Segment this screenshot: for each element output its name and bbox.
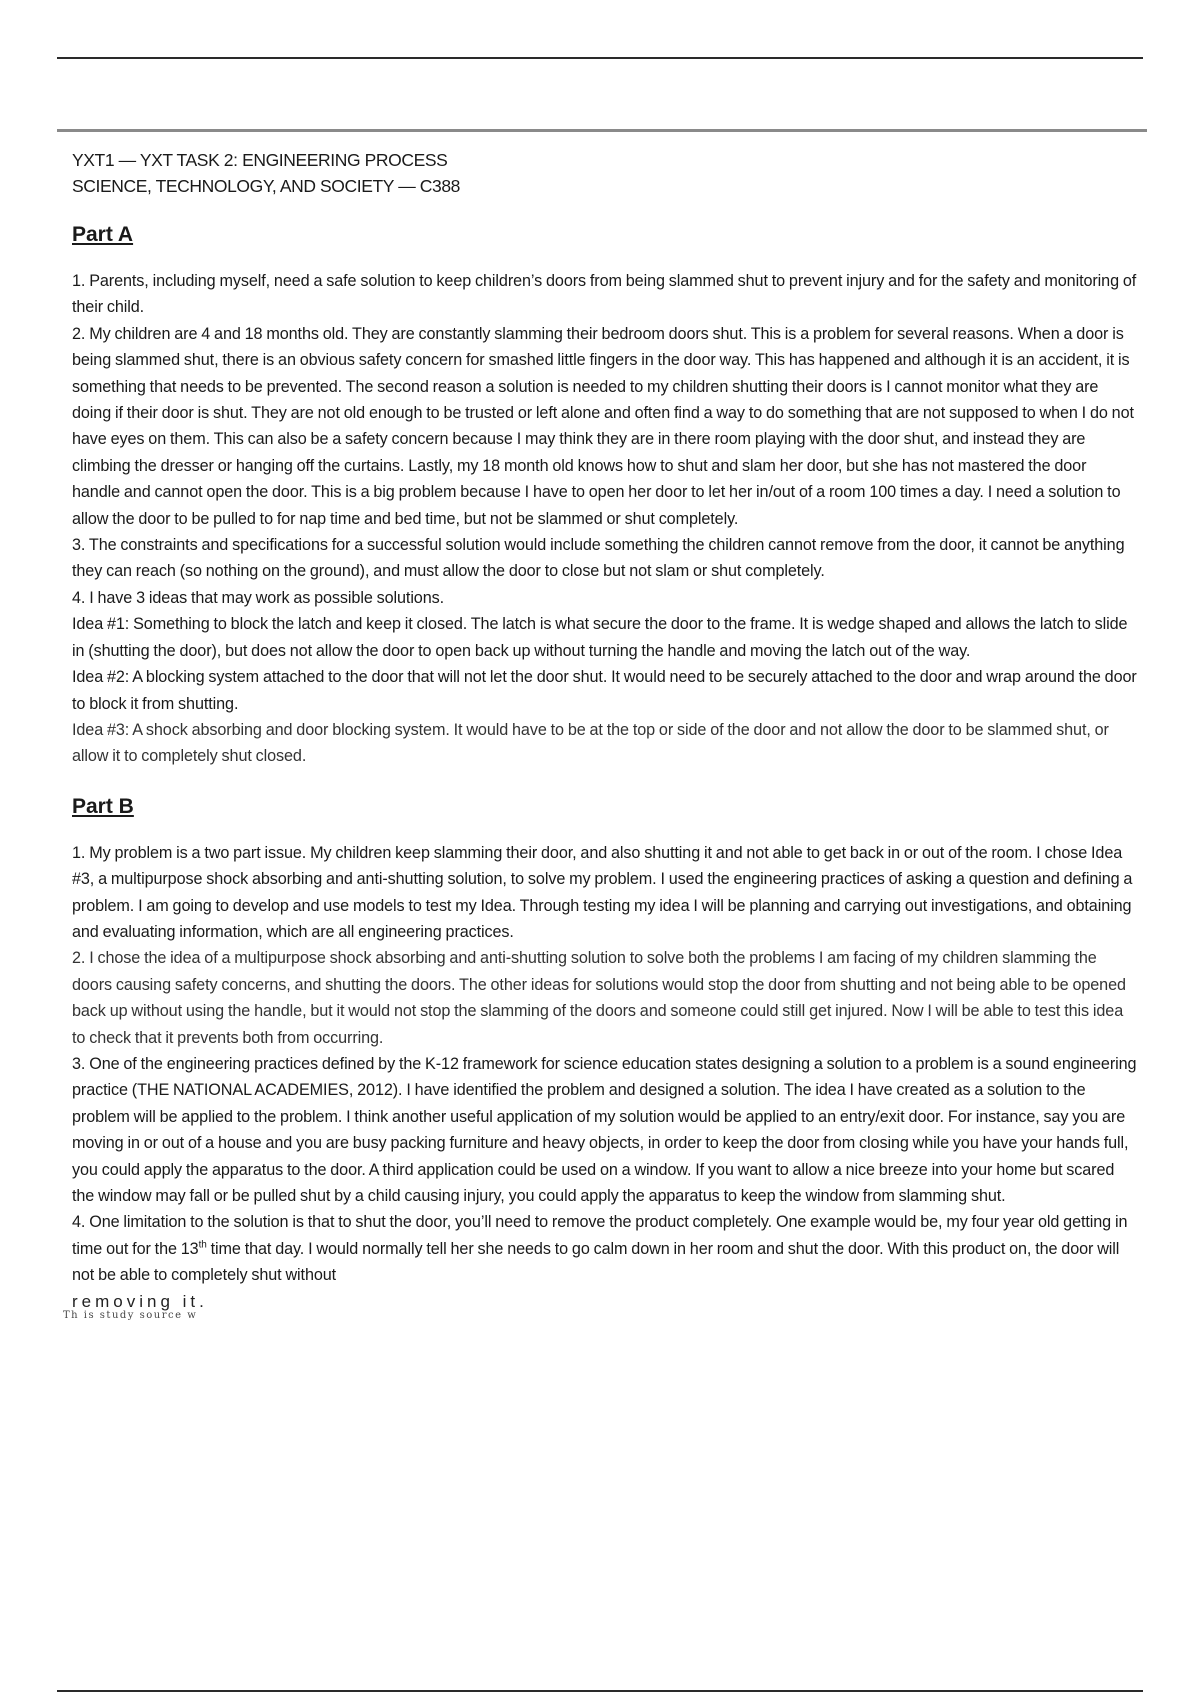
- course-header: [72, 147, 1138, 199]
- part-b-paragraph-2: 2. I chose the idea of a multipurpose shock absorbing and anti-shutting solution to solve both the problems I am facing of my children slamming the doors causing safety concerns, and shutting the doors. The other ideas for solutions would stop the door from shutting and not being able to be opened back up without using the handle, but it would not stop the slamming of the doors and someone could still get injured. Now I will be able to test this idea to check that it prevents both from occurring.: [72, 949, 1126, 1047]
- p4-text-before: 4. One limitation to the solution is that to shut the door, you’ll need to remove the product completely. One example would be, my four year old getting in time out for the 13: [72, 1213, 1128, 1258]
- final-line-text: removing it.: [72, 1291, 208, 1311]
- p4-superscript: th: [198, 1239, 207, 1251]
- final-line: [63, 1289, 1138, 1321]
- part-b-paragraph-4: [72, 1209, 1138, 1288]
- part-a-paragraph-4: 4. I have 3 ideas that may work as possible solutions.: [72, 588, 445, 607]
- idea-3-paragraph: Idea #3: A shock absorbing and door blocking system. It would have to be at the top or side of the door and not allow the door to be slammed shut, or allow it to completely shut closed.: [72, 720, 1109, 766]
- part-a-heading: Part A: [72, 223, 134, 246]
- part-b-heading: Part B: [72, 794, 134, 818]
- watermark-text: Th is study source w: [63, 1309, 198, 1321]
- course-title-line2: SCIENCE, TECHNOLOGY, AND SOCIETY — C388: [72, 176, 460, 196]
- idea-1-paragraph: Idea #1: Something to block the latch and keep it closed. The latch is what secure the door to the frame. It is wedge shaped and allows the latch to slide in (shutting the door), but does not allow the door to open back up without turning the handle and moving the latch out of the way.: [72, 615, 1128, 660]
- idea-2-paragraph: Idea #2: A blocking system attached to the door that will not let the door shut. It would need to be securely attached to the door and wrap around the door to block it from shutting.: [72, 668, 1137, 713]
- p4-text-after: time that day. I would normally tell her she needs to go calm down in her room and shut the door. With this product on, the door will not be able to completely shut without: [72, 1239, 1120, 1285]
- header-rule: [57, 129, 1147, 132]
- document-body: [63, 147, 1138, 1321]
- part-a-paragraph-2: 2. My children are 4 and 18 months old. They are constantly slamming their bedroom doors shut. This is a problem for several reasons. When a door is being slammed shut, there is an obvious safety concern for smashed little fingers in the door way. This has happened and although it is an accident, it is something that needs to be prevented. The second reason a solution is needed to my children shutting their doors is I cannot monitor what they are doing if their door is shut. They are not old enough to be trusted or left alone and often find a way to do something that are not supposed to when I do not have eyes on them. This can also be a safety concern because I may think they are in there room playing with the door shut, and instead they are climbing the dresser or hanging off the curtains. Lastly, my 18 month old knows how to shut and slam her door, but she has not mastered the door handle and cannot open the door. This is a big problem because I have to open her door to let her in/out of a room 100 times a day. I need a solution to allow the door to be pulled to for nap time and bed time, but not be slammed or shut completely.: [72, 324, 1134, 528]
- bottom-rule: [57, 1690, 1143, 1692]
- part-b-paragraph-3: 3. One of the engineering practices defined by the K-12 framework for science education states designing a solution to a problem is a sound engineering practice (THE NATIONAL ACADEMIES, 2012). I have identified the problem and designed a solution. The idea I have created as a solution to the problem will be applied to the problem. I think another useful application of my solution would be applied to an entry/exit door. For instance, say you are moving in or out of a house and you are busy packing furniture and heavy objects, in order to keep the door from closing while you have your hands full, you could apply the apparatus to the door. A third application could be used on a window. If you want to allow a nice breeze into your home but scared the window may fall or be pulled shut by a child causing injury, you could apply the apparatus to keep the window from slamming shut.: [72, 1054, 1137, 1205]
- part-a-section: [72, 268, 1138, 770]
- part-a-paragraph-3: 3. The constraints and specifications for a successful solution would include something the children cannot remove from the door, it cannot be anything they can reach (so nothing on the ground), and must allow the door to close but not slam or shut completely.: [72, 536, 1125, 581]
- part-a-paragraph-1: 1. Parents, including myself, need a safe solution to keep children’s doors from being slammed shut to prevent injury and for the safety and monitoring of their child.: [72, 272, 1137, 317]
- course-title-line1: YXT1 — YXT TASK 2: ENGINEERING PROCESS: [72, 150, 448, 170]
- top-rule: [57, 57, 1143, 59]
- part-b-section: [63, 840, 1138, 1321]
- part-b-paragraph-1: 1. My problem is a two part issue. My children keep slamming their door, and also shutting it and not able to get back in or out of the room. I chose Idea #3, a multipurpose shock absorbing and anti-shutting solution, to solve my problem. I used the engineering practices of asking a question and defining a problem. I am going to develop and use models to test my Idea. Through testing my idea I will be planning and carrying out investigations, and obtaining and evaluating information, which are all engineering practices.: [72, 843, 1133, 941]
